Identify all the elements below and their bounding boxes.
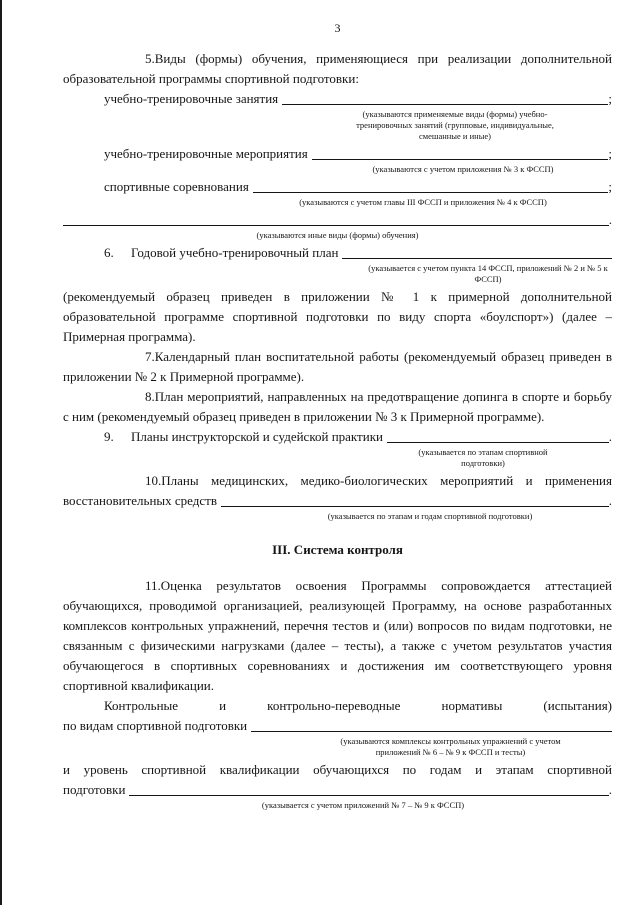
fill-label: восстановительных средств <box>63 493 217 508</box>
fill-label: спортивные соревнования <box>104 179 249 194</box>
fill-note: (указывается с учетом пункта 14 ФССП, приложений № 2 и № 5 к ФССП) <box>368 263 608 284</box>
fill-note: (указываются комплексы контрольных упражнений с учетом приложений № 6 – № 9 к ФССП и тесты) <box>340 736 561 757</box>
fill-label: по видам спортивной подготовки <box>63 718 248 733</box>
paragraph-11 <box>63 576 612 696</box>
fill-line-competitions <box>63 177 612 197</box>
blank-underline <box>129 780 608 796</box>
fill-line-training-events <box>63 144 612 164</box>
paragraph-text: Виды (формы) обучения, применяющиеся при реализации дополнительной образовательной программы спортивной подготовки: <box>63 51 612 86</box>
paragraph-text: План мероприятий, направленных на предотвращение допинга в спорте и борьбу с ним (рекомендуемый образец приведен в приложении № 3 к Примерной программе). <box>63 389 612 424</box>
fill-line-annual-plan <box>63 243 612 263</box>
fill-note: (указываются с учетом приложения № 3 к ФССП) <box>372 164 554 174</box>
blank-underline <box>282 89 608 105</box>
blank-underline <box>221 491 609 507</box>
paragraph-number: 5. <box>145 51 155 66</box>
fill-punct: . <box>608 493 612 508</box>
fill-note: (указываются иные виды (формы) обучения) <box>256 230 419 240</box>
fill-label: Годовой учебно-тренировочный план <box>131 245 339 260</box>
fill-punct: ; <box>608 91 612 106</box>
fill-label: учебно-тренировочные мероприятия <box>104 146 308 161</box>
paragraph-number: 7. <box>145 349 155 364</box>
blank-underline <box>342 243 612 259</box>
fill-line-training-sessions <box>63 89 612 109</box>
paragraph-5 <box>63 49 612 89</box>
paragraph-7 <box>63 347 612 387</box>
fill-note: (указывается с учетом приложений № 7 – № 9 к ФССП) <box>261 800 465 810</box>
fill-label: учебно-тренировочные занятия <box>104 91 279 106</box>
fill-punct: . <box>608 212 612 227</box>
paragraph-12-line2: и уровень спортивной квалификации обучающихся по годам и этапам спортивной <box>63 762 612 777</box>
fill-punct: . <box>608 782 612 797</box>
blank-underline <box>387 427 609 443</box>
section-heading-control-system: III. Система контроля <box>272 542 403 557</box>
fill-label: подготовки <box>63 782 126 797</box>
paragraph-12-line1: Контрольные и контрольно-переводные нормативы (испытания) <box>104 698 612 713</box>
paragraph-text: Оценка результатов освоения Программы сопровождается аттестацией обучающихся, проводимой организацией, реализующей Программу, на основе разработанных комплексов контрольных упражнений, перечня тестов и (или) вопросов по видам подготовки, не связанным с физическими нагрузками (далее – тесты), а также с учетом результатов участия обучающегося в спортивных соревнованиях и достижения им соответствующего уровня спортивной квалификации. <box>63 578 612 693</box>
paragraph-number: 11. <box>145 578 161 593</box>
paragraph-8 <box>63 387 612 427</box>
page-left-edge-line <box>0 0 2 905</box>
fill-note: (указывается по этапам и годам спортивной подготовки) <box>327 511 533 521</box>
paragraph-number: 6. <box>104 245 114 260</box>
paragraph-6-continuation: (рекомендуемый образец приведен в приложении № 1 к примерной дополнительной образовательной программе спортивной подготовки по виду спорта «боулспорт») (далее – Примерная программа). <box>63 289 612 344</box>
blank-underline <box>63 210 609 226</box>
blank-underline <box>253 177 609 193</box>
fill-line-qualification-level <box>63 780 612 800</box>
paragraph-10-line1 <box>63 471 612 491</box>
fill-note: (указываются применяемые виды (формы) учебно-тренировочных занятий (групповые, индивидуальные, смешанные и иные) <box>356 109 554 141</box>
page-number: 3 <box>334 21 341 35</box>
paragraph-number: 10. <box>145 473 162 488</box>
fill-line-recovery-means <box>63 491 612 511</box>
fill-label: Планы инструкторской и судейской практики <box>131 429 383 444</box>
fill-line-other-forms <box>63 210 612 230</box>
blank-underline <box>251 716 612 732</box>
fill-punct: . <box>608 429 612 444</box>
fill-punct: ; <box>608 146 612 161</box>
fill-note: (указываются с учетом главы III ФССП и приложения № 4 к ФССП) <box>299 197 547 207</box>
fill-line-sport-preparation-types <box>63 716 612 736</box>
paragraph-text: Календарный план воспитательной работы (рекомендуемый образец приведен в приложении № 2 к Примерной программе). <box>63 349 612 384</box>
fill-punct: ; <box>608 179 612 194</box>
paragraph-number: 8. <box>145 389 155 404</box>
paragraph-text: Планы медицинских, медико-биологических мероприятий и применения <box>161 473 612 488</box>
fill-note: (указывается по этапам спортивной подготовки) <box>418 447 548 468</box>
fill-line-instructor-practice <box>63 427 612 447</box>
paragraph-number: 9. <box>104 429 114 444</box>
blank-underline <box>312 144 609 160</box>
